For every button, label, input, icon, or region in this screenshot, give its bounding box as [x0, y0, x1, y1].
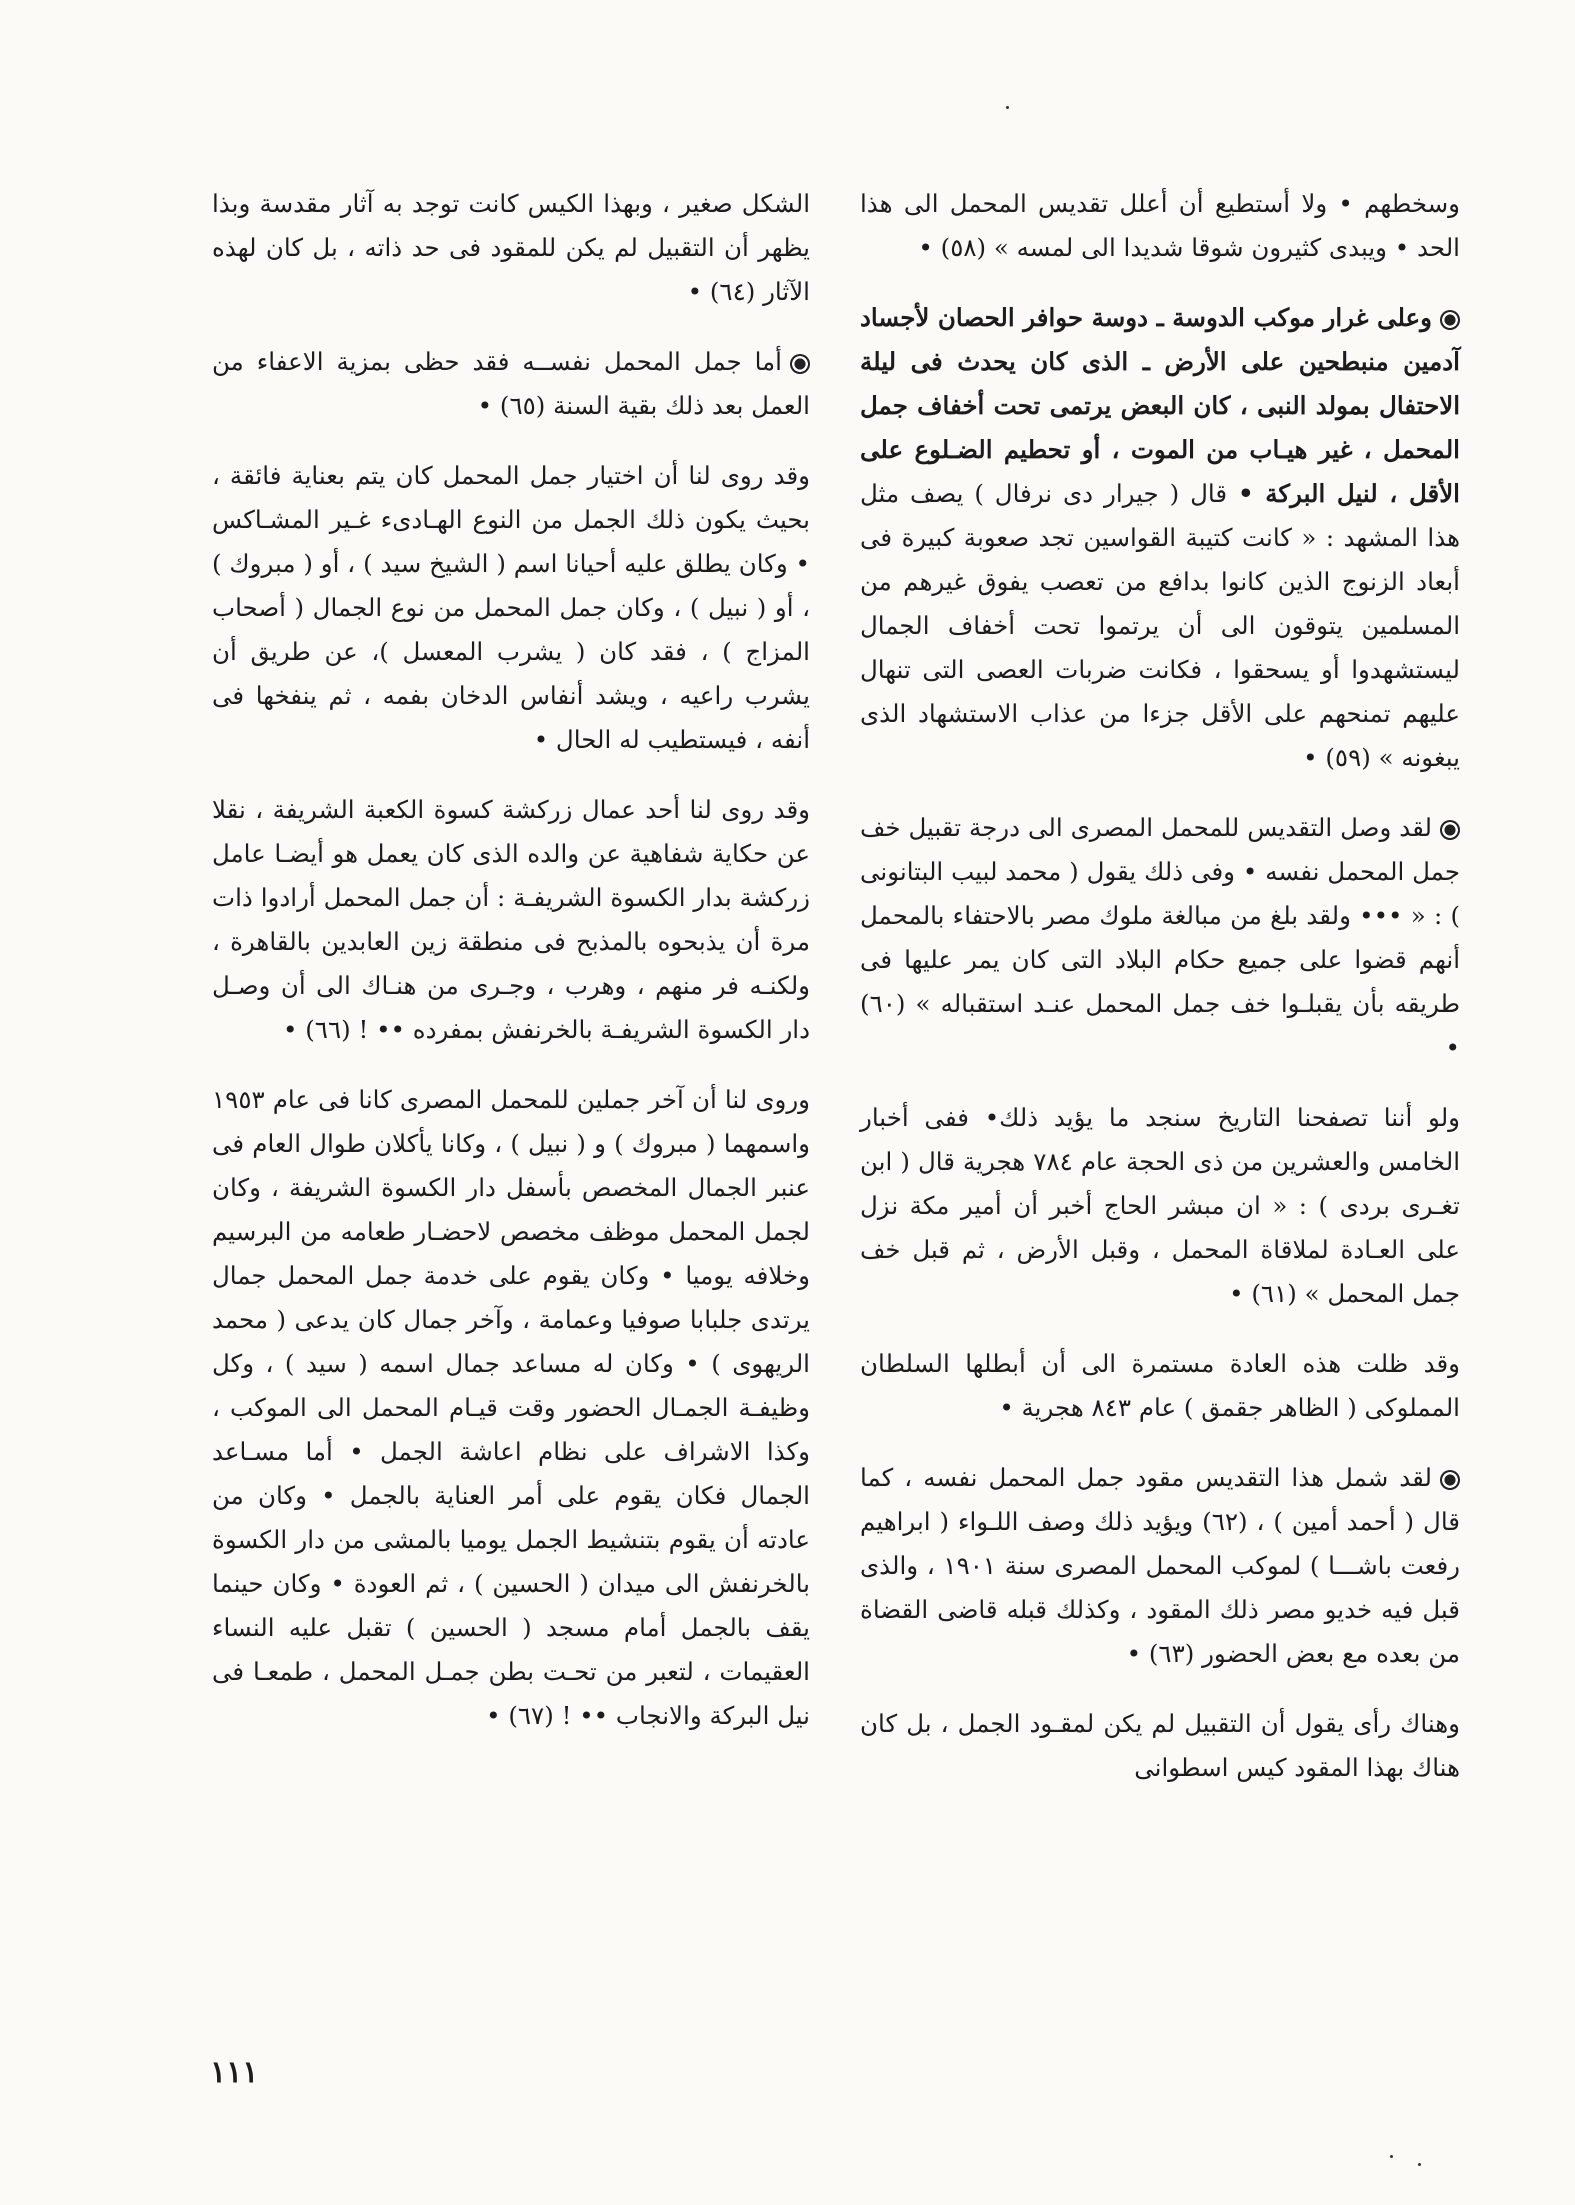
scan-speck — [1418, 2163, 1421, 2166]
bullet-icon — [1440, 820, 1460, 840]
scan-speck — [1390, 2155, 1393, 2158]
paragraph: وروى لنا أن آخر جملين للمحمل المصرى كانا فى عام ١٩٥٣ واسمهما ( مبروك ) و ( نبيل ) ، وكانا يأكلان طوال العام فى عنبر الجمال المخصص بأسفل دار الكسوة الشريفة ، وكان لجمل المحمل موظف مخصص لاحضـار طعامه من البرسيم وخلافه يوميا • وكان يقوم على خدمة جمل المحمل جمال يرتدى جلبابا صوفيا وعمامة ، وآخر جمال كان يدعى ( محمد الريهوى ) • وكان له مساعد جمال اسمه ( سيد ) ، وكل وظيفـة الجمـال الحضور وقت قيـام المحمل الى الموكب ، وكذا الاشراف على نظام اعاشة الجمل • أما مسـاعد الجمال فكان يقوم على أمر العناية بالجمل • وكان من عادته أن يقوم بتنشيط الجمل يوميا بالمشى من دار الكسوة بالخرنفش الى ميدان ( الحسين ) ، ثم العودة • وكان حينما يقف بالجمل أمام مسجد ( الحسين ) تقبل عليه النساء العقيمات ، لتعبر من تحـت بطن جمـل المحمل ، طمعـا فى نيل البركة والانجاب •• ! (٦٧) • — [212, 1085, 810, 1730]
paragraph: الشكل صغير ، وبهذا الكيس كانت توجد به آثار مقدسة وبذا يظهر أن التقبيل لم يكن للمقود فى حد ذاته ، بل كان لهذه الآثار (٦٤) • — [212, 189, 810, 306]
bullet-icon — [790, 354, 810, 374]
page-number: ١١١ — [210, 2055, 259, 2090]
right-column — [860, 182, 1460, 1816]
bullet-icon — [1440, 1470, 1460, 1490]
paragraph: وهناك رأى يقول أن التقبيل لم يكن لمقـود الجمل ، بل كان هناك بهذا المقود كيس اسطوانى — [860, 1709, 1460, 1782]
paragraph: لقد وصل التقديس للمحمل المصرى الى درجة تقبيل خف جمل المحمل نفسه • وفى ذلك يقول ( محمد لبيب البتانونى ) : « ••• ولقد بلغ من مبالغة ملوك مصر بالاحتفاء بالمحمل أنهم قضوا على جميع حكام البلاد التى كان يمر عليها فى طريقه بأن يقبلـوا خف جمل المحمل عنـد استقباله » (٦٠) • — [860, 813, 1460, 1062]
paragraph: وقد ظلت هذه العادة مستمرة الى أن أبطلها السلطان المملوكى ( الظاهر جقمق ) عام ٨٤٣ هجرية • — [860, 1349, 1460, 1422]
paragraph: لقد شمل هذا التقديس مقود جمل المحمل نفسه ، كما قال ( أحمد أمين ) ، (٦٢) ويؤيد ذلك وصف اللـواء ( ابراهيم رفعت باشـــا ) لموكب المحمل المصرى سنة ١٩٠١ ، والذى قبل فيه خديو مصر ذلك المقود ، وكذلك قبله قاضى القضاة من بعده مع بعض الحضور (٦٣) • — [860, 1463, 1460, 1668]
paragraph: وعلى غرار موكب الدوسة ـ دوسة حوافر الحصان لأجساد آدمين منبطحين على الأرض ـ الذى كان يحدث فى ليلة الاحتفال بمولد النبى ، كان البعض يرتمى تحت أخفاف جمل المحمل ، غير هيـاب من الموت ، أو تحطيم الضـلوع على الأقل ، لنيل البركة • قال ( جيرار دى نرفال ) يصف مثل هذا المشهد : « كانت كتيبة القواسين تجد صعوبة كبيرة فى أبعاد الزنوج الذين كانوا بدافع من تعصب يفوق غيرهم من المسلمين يتوقون الى أن يرتموا تحت أخفاف الجمال ليستشهدوا أو يسحقوا ، فكانت ضربات العصى التى تنهال عليهم تمنحهم على الأقل جزءا من عذاب الاستشهاد الذى يبغونه » (٥٩) • — [860, 303, 1460, 772]
paragraph: أما جمل المحمل نفســه فقد حظى بمزية الاعفاء من العمل بعد ذلك بقية السنة (٦٥) • — [212, 347, 810, 420]
paragraph: ولو أننا تصفحنا التاريخ سنجد ما يؤيد ذلك• ففى أخبار الخامس والعشرين من ذى الحجة عام ٧٨٤ هجرية قال ( ابن تغـرى بردى ) : « ان مبشر الحاج أخبر أن أمير مكة نزل على العـادة لملاقاة المحمل ، وقبل الأرض ، ثم قبل خف جمل المحمل » (٦١) • — [860, 1103, 1461, 1308]
left-column — [212, 182, 810, 1764]
paragraph: وسخطهم • ولا أستطيع أن أعلل تقديس المحمل الى هذا الحد • ويبدى كثيرون شوقا شديدا الى لمسه » (٥٨) • — [860, 189, 1460, 262]
paragraph: وقد روى لنا أحد عمال زركشة كسوة الكعبة الشريفة ، نقلا عن حكاية شفاهية عن والده الذى كان يعمل هو أيضـا عامل زركشة بدار الكسوة الشريفـة : أن جمل المحمل أرادوا ذات مرة أن يذبحوه بالمذبح فى منطقة زين العابدين بالقاهرة ، ولكنـه فر منهم ، وهرب ، وجـرى من هنـاك الى أن وصـل دار الكسوة الشريفـة بالخرنفش بمفرده •• ! (٦٦) • — [212, 795, 810, 1044]
paragraph: وقد روى لنا أن اختيار جمل المحمل كان يتم بعناية فائقة ، بحيث يكون ذلك الجمل من النوع الهـادىء غـير المشـاكس • وكان يطلق عليه أحيانا اسم ( الشيخ سيد ) ، أو ( مبروك ) ، أو ( نبيل ) ، وكان جمل المحمل من نوع الجمال ( أصحاب المزاج ) ، فقد كان ( يشرب المعسل )، عن طريق أن يشرب راعيه ، ويشد أنفاس الدخان بفمه ، ثم ينفخها فى أنفه ، فيستطيب له الحال • — [212, 461, 810, 754]
scan-speck — [1006, 106, 1009, 109]
bullet-icon — [1440, 310, 1460, 330]
